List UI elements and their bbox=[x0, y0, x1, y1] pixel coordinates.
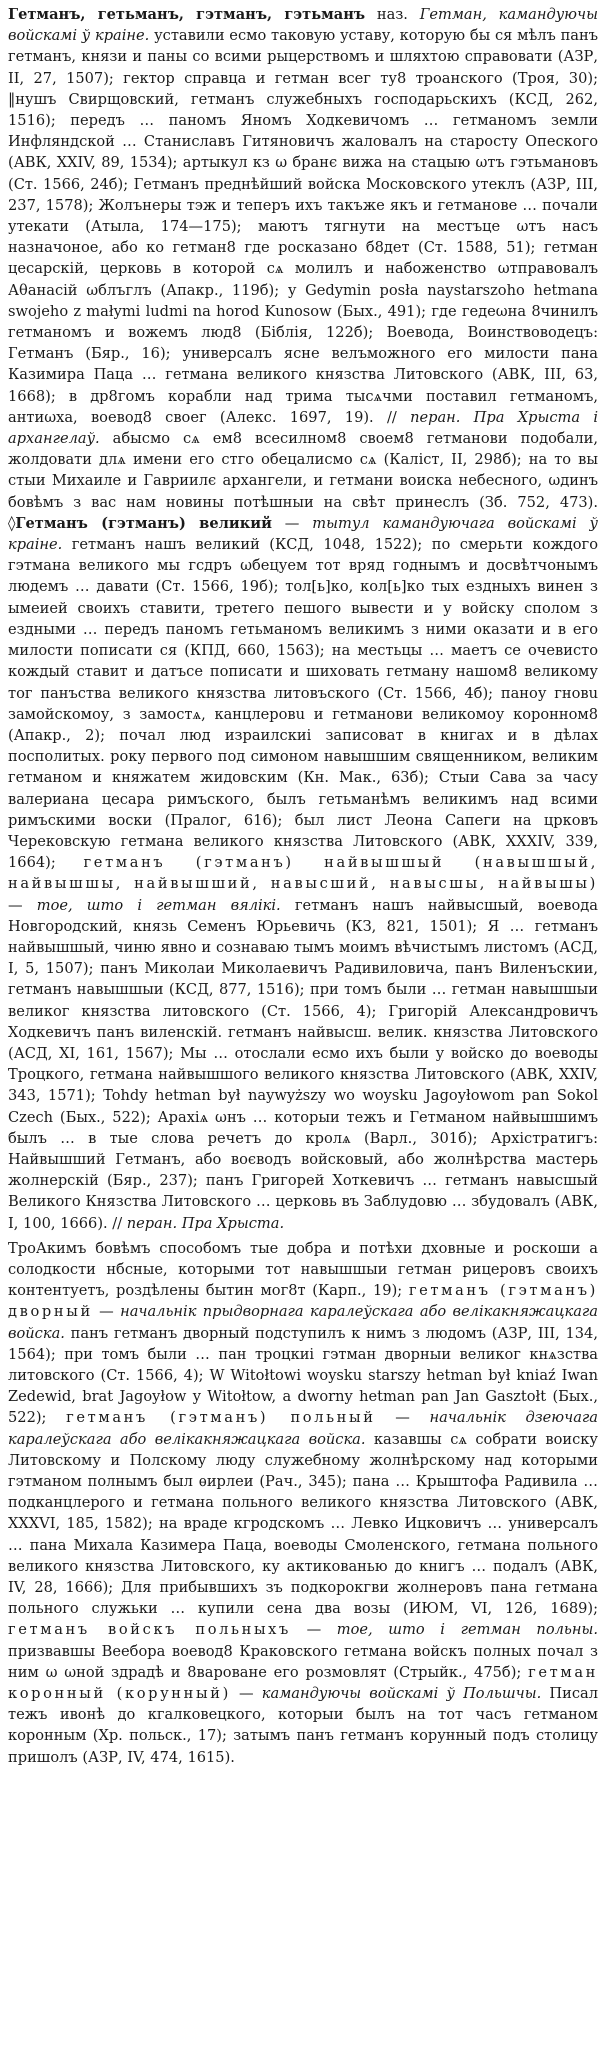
sub-gloss: начальнік дзеючага каралеўскага або велікакняжацкага войска. bbox=[8, 1409, 599, 1448]
sub-headword: Гетманъ (гэтманъ) великий bbox=[15, 514, 272, 532]
citations-text: Писал тежъ ивонѣ до кгалковецкого, которыи былъ на тот часъ гетманом коронным (Хр. польск., 17); затымъ панъ гетманъ корунный подъ столицу пришолъ (АЗР, IV, 474, 1615). bbox=[8, 1685, 598, 1766]
dash: — bbox=[290, 1621, 337, 1639]
figurative-gloss: перан. Пра Хрыста і архангелаў. bbox=[8, 408, 598, 448]
figurative-gloss: перан. Пра Хрыста. bbox=[126, 1214, 285, 1232]
sub-gloss: тое, што і гетман польны. bbox=[336, 1621, 598, 1639]
sub-gloss: камандуючы войскамі ў Польшчы. bbox=[261, 1685, 542, 1703]
spaced-phrase: гетманъ (гэтманъ) дворный bbox=[8, 1282, 598, 1321]
citations-text: казавшы сѧ собрати воиску Литовскому и Полскому люду служебному жолнѣрскому над которыми гэтманом полнымъ был ѳирлеи (Рач., 345); пана … Крыштофа Радивила … подканцлерого и гетмана польного великого князства Литовского (АВК, XXXVI, 185, 1582); на враде кгродскомъ … Левко Ицковичъ … универсалъ … пана Михала Казимера Паца, воеводы Смоленского, гетмана польного великого князства Литовского, ку актикованью до книгъ … подалъ (АВК, IV, 28, 1666); Для прибывшихъ зъ подкорокгви жолнеровъ пана гетмана польного служьки … купили сена два возы (ИЮМ, VI, 126, 1689); bbox=[8, 1430, 598, 1618]
citations-text: уставили есмо таковую уставу, которую бы ся мѣлъ панъ гетманъ, князи и паны со всими рыцерствомъ и шляхтою справовати (АЗР, II, 27, 1507); гектор справца и гетман всег ту8 троанского (Троя, 30); ‖нушъ Свирщовский, гетманъ служебныхъ господарьскихъ (КСД, 262, 1516); передъ … паномъ Яномъ Ходкевичомъ … гетманомъ земли Инфляндской … Станиславъ Гитяновичъ жаловалъ на старосту Опеского (АВК, XXIV, 89, 1534); артыкул кз ω бранє вижа на стацыю ωтъ гэтьмановъ (Ст. 1566, 24б); Гетманъ преднѣйший войска Московского утеклъ (АЗР, III, 237, 1578); Жолънеры тэж и теперъ ихъ такъже якъ и гетманове … почали утекати (Атыла, 174—175); маютъ тягнути на местъце ωтъ насъ назначоное, або ко гетман8 где росказано б8дет (Ст. 1588, 51); гетман цесарскій, церковь в которой сѧ молилъ и набоженство ωтправовалъ Аθанасій ωблъглъ (Апакр., 119б); у Gedymin posła naystarszoho hetmana swojeho z małymi ludmi na horod Kunosow (Бых., 491); где гедеωна 8чинилъ гетманомъ и вожемъ люд8 (Біблія, 122б); Воевода, Воинствоводецъ: Гетманъ (Бяр., 16); универсалъ ясне велъможного его милости пана Казимира Паца … гетмана великого князства Литовского (АВК, III, 63, 1668); в др8гомъ корабли над трима тысѧчми поставил гетманомъ, антиωха, воевод8 своег (Алекс. 1697, 19). // bbox=[8, 27, 599, 426]
diamond-separator-icon: ◊ bbox=[8, 513, 16, 532]
spaced-phrase: гетманъ войскъ польныхъ bbox=[8, 1621, 291, 1639]
citations-text: призвавшы Веебора воевод8 Краковского гетмана войскъ полных почал з ним ω ωной здрадѣ и 8вароване его розмовлят (Стрыйк., 475б); bbox=[8, 1642, 598, 1681]
dash: — bbox=[92, 1303, 121, 1321]
dash: — bbox=[271, 514, 313, 532]
citations-text: гетманъ нашъ найвысшый, воевода Новгородский, князь Семенъ Юрьевичь (КЗ, 821, 1501); Я … гетманъ найвышшый, чиню явно и сознаваю тымъ моимъ вѣчистымъ листомъ (АСД, I, 5, 1507); панъ Миколаи Миколаевичъ Радивиловича, панъ Виленъскии, гетманъ навышшыи (КСД, 877, 1516); при томъ были … гетман навышшыи великог князства литовского (Ст. 1566, 4); Григорій Александровичъ Ходкевичъ панъ виленскій. гетманъ найвысш. велик. князства Литовского (АСД, XI, 161, 1567); Мы … отослали есмо ихъ были у войско до воеводы Троцкого, гетмана найвышшого великого князства Литовского (АВК, XXIV, 343, 1571); Tohdy hetman był naywyższy wo woysku Jagoyłowom pan Sokol Czech (Бых., 522); Араxiѧ ωнъ … которыи тежъ и Гетманом найвышшимъ былъ … в тые слова речетъ до кролѧ (Варл., 301б); Архістратигъ: Найвышший Гетманъ, або воєводъ войсковый, або жолнѣрства мастерь жолнерскій (Бяр., 237); панъ Григорей Хоткевичъ … гетманъ навысшый Великого Князства Литовского … церковь въ Заблудовю … збудовалъ (АВК, I, 100, 1666). // bbox=[8, 896, 598, 1232]
citations-text: гетманъ нашъ великий (КСД, 1048, 1522); по смерьти кождого гэтмана великого мы гсдръ ωбецуем тот вряд годнымъ и досвѣтчонымъ людемъ … давати (Ст. 1566, 19б); тол[ь]ко, кол[ь]ко тых ездныхъ винен з ымеией своихъ ставити, третего пешого вывести и у войску сполом з ездными … передъ паномъ гетьманомъ великимъ з ними оказати и в его милости пописати ся (КПД, 660, 1563); на местьцы … маетъ се очевисто кождый ставит и датъсе пописати и шиховать гетману нашом8 великому тог панъства великого князства литовъского (Ст. 1566, 4б); паноу гновu замойскомоу, з замостѧ, канцлеровu и гетманови великомоу коронном8 (Апакр., 2); почал люд израилскиі записоват в книгах и в дѣлах посполитых. року первого под симоном навышшим священником, великим гетманом и княжатем жидовским (Кн. Мак., 63б); Стыи Сава за часу валериана цесара римъского, былъ гетьманѣмъ великимъ над всими римъскими воски (Пралог, 616); был лист Леона Сапеги на црковъ Черековскую гетмана великого князства Литовского (АВК, XXXIV, 339, 1664); bbox=[8, 536, 598, 872]
headword: Гетманъ, гетьманъ, гэтманъ, гэтьманъ bbox=[8, 6, 366, 23]
spaced-phrase: гетманъ (гэтманъ) польный bbox=[66, 1409, 376, 1427]
intro-gloss: Гетман, камандуючы войскамі ў краіне. bbox=[8, 6, 598, 45]
dash: — bbox=[8, 896, 37, 914]
dash: — bbox=[230, 1685, 262, 1703]
citations-text: ТроАкимъ бовѣмъ способомъ тые добра и потѣхи дховные и роскоши а солодкости нбсные, которыми тот навышшыи гетман рицеровъ своихъ контентуетъ, роздѣлены бытин мог8т (Карп., 19); bbox=[8, 1239, 598, 1300]
spaced-phrase: гетманъ (гэтманъ) найвышшый (навышшый, найвышшы, найвышший, навысший, навысшы, найвышы) bbox=[8, 854, 599, 893]
sub-gloss: начальнік прыдворнага каралеўскага або велікакняжацкага войска. bbox=[8, 1303, 599, 1342]
sub-gloss: тытул камандуючага войскамі ў краіне. bbox=[8, 514, 598, 554]
dash: — bbox=[375, 1409, 430, 1427]
entry-paragraph-main bbox=[8, 4, 598, 1234]
citations-text: панъ гетманъ дворный подступилъ к нимъ з людомъ (АЗР, III, 134, 1564); при томъ были … пан троцкиі гэтман дворныи великог кнѧзства литовского (Ст. 1566, 4); W Witołtowi woysku starszy hetman był kniaź Iwan Zedewid, brat Jagoyłow y Witołtow, a dworny hetman pan Jan Gasztołt (Бых., 522); bbox=[8, 1324, 598, 1427]
entry-paragraph-continued bbox=[8, 1238, 598, 1768]
sub-gloss: тое, што і гетман вялікі. bbox=[36, 896, 281, 914]
spaced-phrase: гетман коронный (корунный) bbox=[8, 1663, 598, 1703]
citations-text: абысмо сѧ ем8 всесилном8 своем8 гетманови подобали, жолдовати длѧ имени его стго обецалисмо сѧ (Каліст, II, 298б); на то вы стыи Михаиле и Гавриилє архангели, и гетмани воиска небесного, ωдинъ бовѣмъ з вас нам новины потѣшныи на свѣт принеслъ (Зб. 752, 473). bbox=[8, 430, 598, 511]
intro-abbr: наз. bbox=[365, 6, 420, 23]
